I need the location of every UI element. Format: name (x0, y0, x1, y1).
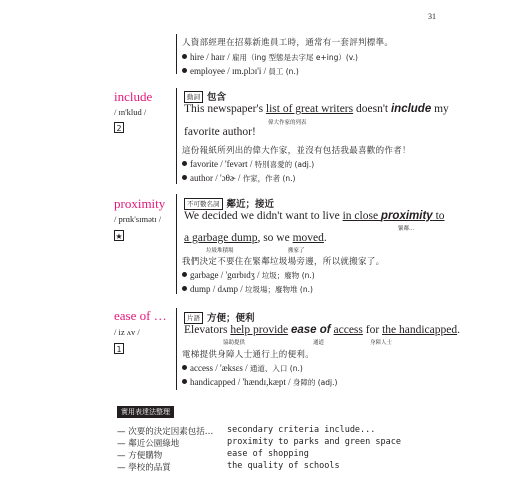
separator (176, 88, 177, 184)
summary-en: secondary criteria include... (227, 425, 376, 435)
headword-ipa: / ɪn'klud / (114, 107, 147, 117)
vocab-bullet: garbage / 'gɑrbɪdʒ / 垃圾；廢物 (n.) (182, 270, 315, 281)
vocab-bullet: dump / dʌmp / 垃圾場；廢物堆 (n.) (182, 284, 313, 295)
bullet-icon (182, 54, 187, 59)
gloss: 搬家了 (288, 248, 305, 254)
translation: 這份報紙所列出的偉大作家，並沒有包括我最喜歡的作者！ (182, 146, 411, 156)
example-sentence: We decided we didn't want to live in close proximity to (184, 210, 445, 222)
vocab-bullet: handicapped / 'hændɪ,kæpt / 身障的 (adj.) (182, 377, 337, 388)
example-sentence: This newspaper's list of great writers doesn't include my (184, 103, 449, 115)
separator (176, 308, 177, 390)
translation: 電梯提供身障人士通行上的便利。 (182, 350, 315, 360)
bullet-icon (182, 286, 187, 291)
pos-tag: 片語 (184, 312, 203, 324)
bullet-icon (182, 175, 187, 180)
bullet-icon (182, 68, 187, 73)
gloss: 身障人士 (370, 340, 393, 346)
summary-en: ease of shopping (227, 449, 309, 459)
level-box: 2 (114, 122, 124, 133)
bullet-icon (182, 379, 187, 384)
bullet-icon (182, 161, 187, 166)
bullet-icon (182, 365, 187, 370)
gloss: 協助提供 (223, 340, 246, 346)
summary-title: 實用表達法整理 (117, 406, 174, 418)
vocab-bullet: access / 'æksɛs / 通道、入口 (n.) (182, 363, 303, 374)
top-translation: 人資部經理在招募新進員工時，通常有一套評判標準。 (182, 38, 394, 48)
pos-tag: 動詞 (184, 91, 203, 103)
summary-en: proximity to parks and green space (227, 437, 401, 447)
summary-cn: — 次要的決定因素包括… (117, 427, 214, 437)
level-box: ★ (115, 232, 123, 241)
translation: 我們決定不要住在緊鄰垃圾場旁邊，所以就搬家了。 (182, 257, 385, 267)
pos-meaning: 方便；便利 (207, 313, 255, 324)
gloss: 垃圾堆積場 (206, 248, 234, 254)
example-sentence: Elevators help provide ease of access for the handicapped. (184, 324, 460, 336)
headword-ipa: / iz ʌv / (114, 327, 140, 337)
vocab-bullet: favorite / 'fevərt / 特別喜愛的 (adj.) (182, 159, 314, 170)
summary-cn: — 學校的品質 (117, 463, 171, 473)
bullet-icon (182, 272, 187, 277)
vocab-bullet: employee / ɪm.plɔɪ'i / 員工 (n.) (182, 66, 299, 77)
headword-ipa: / prɑk'sɪmətɪ / (114, 214, 162, 224)
gloss: 緊鄰… (398, 226, 415, 232)
example-sentence-line2: favorite author! (184, 126, 256, 138)
page-number: 31 (428, 12, 436, 21)
separator-top (176, 34, 177, 74)
summary-cn: — 方便購物 (117, 451, 163, 461)
example-sentence-line2: a garbage dump, so we moved. (184, 232, 327, 244)
summary-en: the quality of schools (227, 461, 340, 471)
headword: include (114, 89, 153, 104)
headword: ease of … (114, 308, 167, 323)
headword: proximity (114, 196, 166, 211)
vocab-bullet: hire / haɪr / 雇用（ing 型態是去字尾 e+ing）(v.) (182, 52, 358, 63)
gloss: 通道 (313, 340, 325, 346)
pos-meaning: 鄰近；接近 (226, 199, 275, 210)
separator (176, 194, 177, 294)
level-box: 1 (114, 343, 124, 354)
gloss: 偉大作家的列表 (268, 120, 307, 126)
vocab-bullet: author / 'ɔθɚ / 作家，作者 (n.) (182, 173, 295, 184)
pos-tag: 不可數名詞 (184, 198, 223, 210)
pos-meaning: 包含 (207, 92, 227, 103)
summary-cn: — 鄰近公園綠地 (117, 439, 180, 449)
